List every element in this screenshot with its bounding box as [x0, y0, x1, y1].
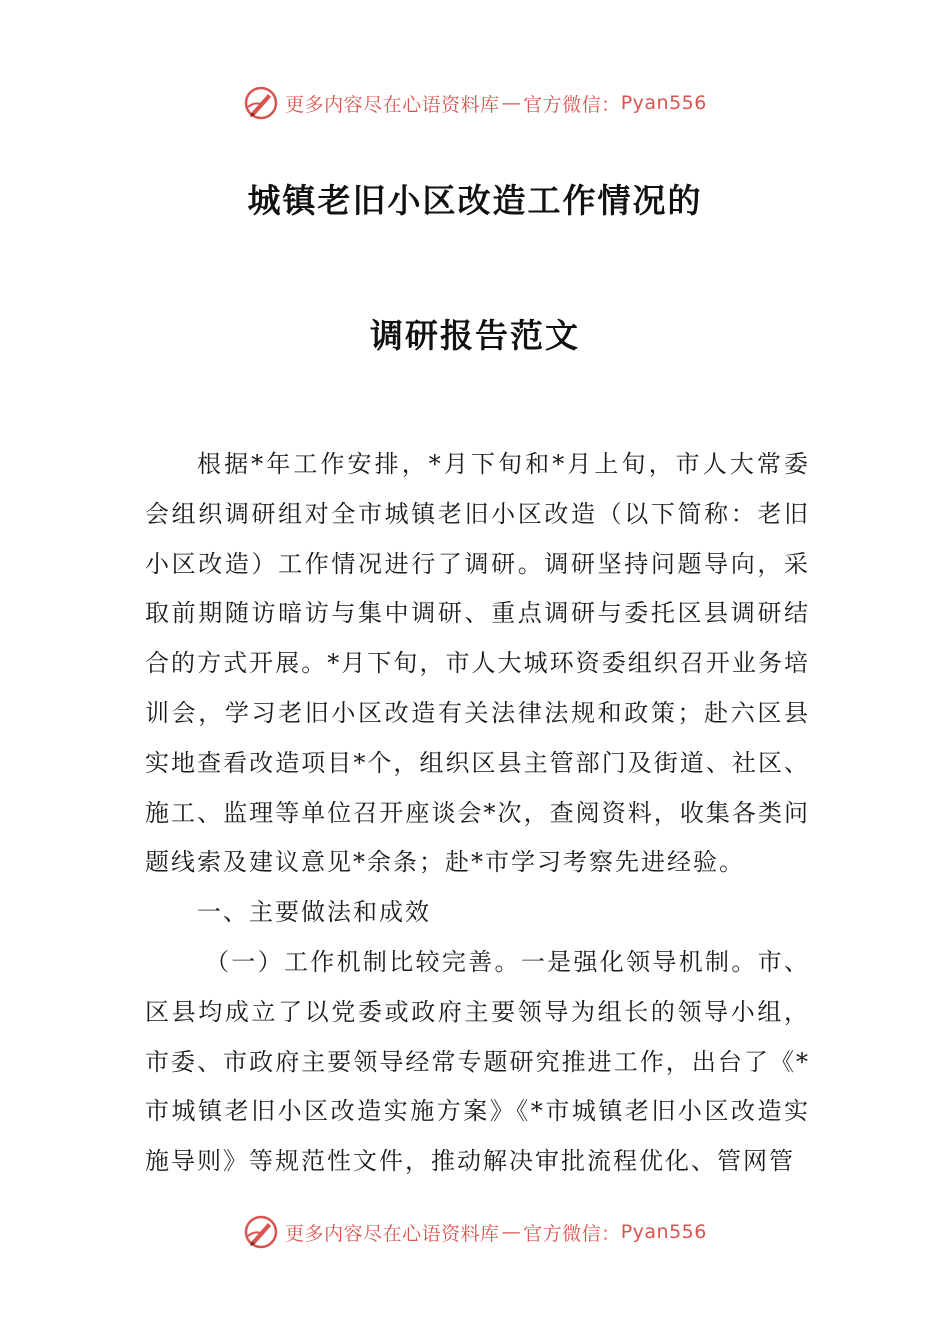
watermark-banner-top	[0, 83, 950, 123]
watermark-text: 更多内容尽在心语资料库	[285, 93, 500, 116]
watermark-separator: —	[501, 1221, 522, 1243]
watermark-separator: —	[501, 92, 522, 114]
watermark-banner-bottom	[0, 1212, 950, 1252]
document-title-line-1: 城镇老旧小区改造工作情况的	[247, 181, 703, 220]
watermark-contact: 官方微信：	[523, 93, 621, 116]
section-heading-1	[145, 888, 810, 938]
watermark-account: Pyan556	[620, 1221, 707, 1243]
paragraph-text: 根据*年工作安排，*月下旬和*月上旬，市人大常委会组织调研组对全市城镇老旧小区改造（以下简称：老旧小区改造）工作情况进行了调研。调研坚持问题导向，采取前期随访暗访与集中调研、重点调研与委托区县调研结合的方式开展。*月下旬，市人大城环资委组织召开业务培训会，学习老旧小区改造有关法律法规和政策；赴六区县实地查看改造项目*个，组织区县主管部门及街道、社区、施工、监理等单位召开座谈会*次，查阅资料，收集各类问题线索及建议意见*余条；赴*市学习考察先进经验。	[145, 450, 810, 877]
paragraph-text: （一）工作机制比较完善。一是强化领导机制。市、区县均成立了以党委或政府主要领导为组长的领导小组，市委、市政府主要领导经常专题研究推进工作，出台了《*市城镇老旧小区改造实施方案》《*市城镇老旧小区改造实施导则》等规范性文件，推动解决审批流程优化、管网管	[145, 948, 810, 1176]
watermark-contact: 官方微信：	[523, 1222, 621, 1245]
document-title-line-2: 调研报告范文	[370, 316, 580, 355]
watermark-account: Pyan556	[620, 92, 707, 114]
watermark-text: 更多内容尽在心语资料库	[285, 1222, 500, 1245]
body-paragraph-2	[145, 938, 810, 1187]
pen-logo-icon	[243, 85, 279, 121]
body-paragraph-1	[145, 440, 810, 888]
heading-text: 一、主要做法和成效	[197, 898, 431, 926]
pen-logo-icon	[243, 1214, 279, 1250]
